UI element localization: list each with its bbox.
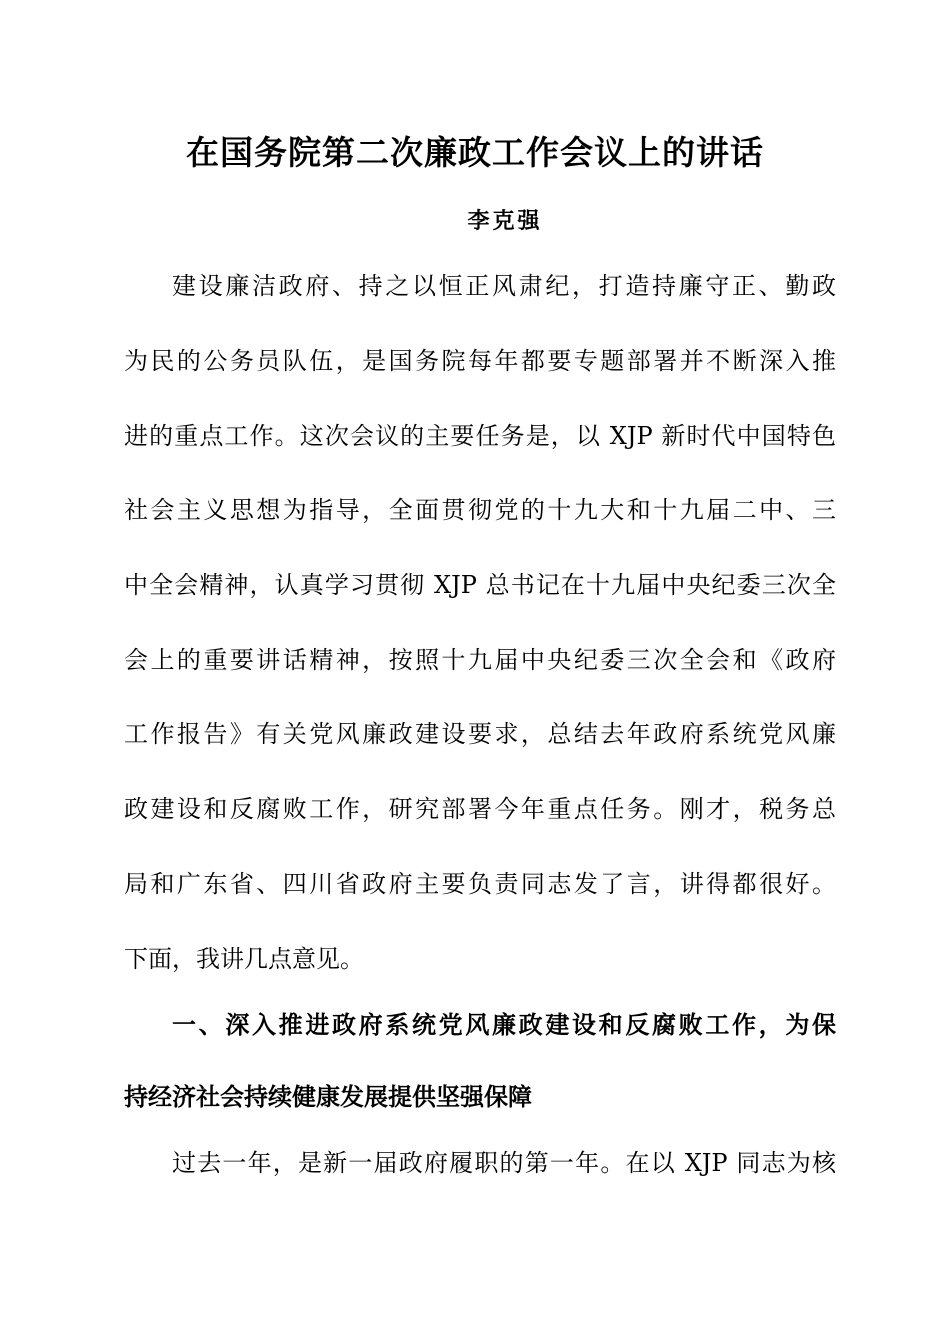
body-line-9: 局和广东省、四川省政府主要负责同志发了言，讲得都很好。 <box>124 870 836 898</box>
body-line-6: 会上的重要讲话精神，按照十九届中央纪委三次全会和《政府 <box>124 646 836 674</box>
body-line-3: 进的重点工作。这次会议的主要任务是，以 XJP 新时代中国特色 <box>124 422 836 450</box>
body-line-10: 下面，我讲几点意见。 <box>124 945 364 973</box>
section-heading-line-2: 持经济社会持续健康发展提供坚强保障 <box>124 1083 532 1111</box>
body-line-5: 中全会精神，认真学习贯彻 XJP 总书记在十九届中央纪委三次全 <box>124 571 836 599</box>
section-heading-line-1: 一、深入推进政府系统党风廉政建设和反腐败工作，为保 <box>172 1011 836 1039</box>
body-line-1: 建设廉洁政府、持之以恒正风肃纪，打造持廉守正、勤政 <box>172 272 836 300</box>
document-title: 在国务院第二次廉政工作会议上的讲话 <box>186 133 764 172</box>
document-author: 李克强 <box>467 209 543 234</box>
body-line-11: 过去一年，是新一届政府履职的第一年。在以 XJP 同志为核 <box>172 1149 836 1177</box>
body-line-4: 社会主义思想为指导，全面贯彻党的十九大和十九届二中、三 <box>124 496 836 524</box>
body-line-8: 政建设和反腐败工作，研究部署今年重点任务。刚才，税务总 <box>124 795 836 823</box>
body-line-2: 为民的公务员队伍，是国务院每年都要专题部署并不断深入推 <box>124 347 836 375</box>
body-line-7: 工作报告》有关党风廉政建设要求，总结去年政府系统党风廉 <box>124 720 836 748</box>
